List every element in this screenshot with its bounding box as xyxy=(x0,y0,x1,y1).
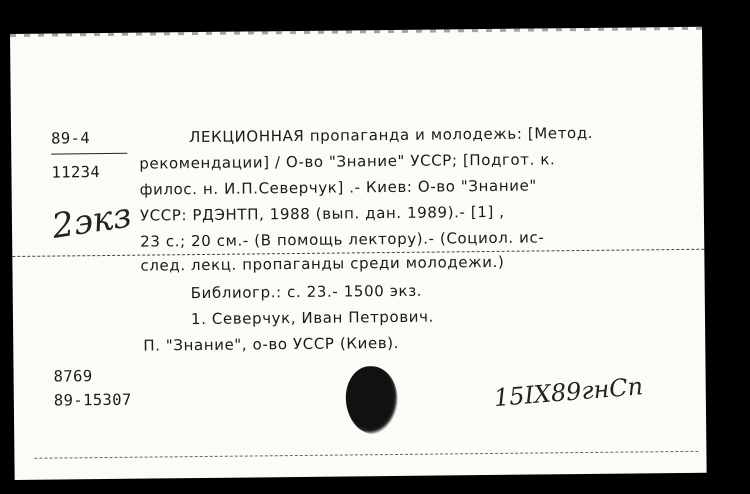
record-line-5: 23 с.; 20 см.- (В помощь лектору).- (Социол. ис- xyxy=(140,228,545,251)
handwritten-date-note: 15IX89гнСп xyxy=(492,372,645,413)
record-line-6: след. лекц. пропаганды среди молодежи.) xyxy=(140,252,505,275)
record-line-4: УССР: РДЭНТП, 1988 (вып. дан. 1989).- [1] , xyxy=(139,202,505,225)
card-top-edge xyxy=(10,27,702,37)
record-line-2: рекомендации] / О-во "Знание" УССР; [Подгот. к. xyxy=(139,150,556,173)
call-number-divider xyxy=(51,153,127,155)
record-line-1: ЛЕКЦИОННАЯ пропаганда и молодежь: [Метод. xyxy=(188,123,594,147)
handwritten-copies-note: 2экз xyxy=(49,195,135,247)
bibliography-line: Библиогр.: с. 23.- 1500 экз. xyxy=(190,281,423,303)
record-line-3: филос. н. И.П.Северчук] .- Киев: О-во "Знание" xyxy=(139,176,537,199)
entry-author-line: 1. Северчук, Иван Петрович. xyxy=(190,307,434,329)
entry-org-line: П. "Знание", о-во УССР (Киев). xyxy=(143,333,400,355)
ink-blot xyxy=(346,366,399,435)
bottom-dashed-line xyxy=(34,451,698,459)
code-1: 8769 xyxy=(53,367,93,386)
catalog-card xyxy=(10,27,707,480)
code-2: 89-15307 xyxy=(53,390,132,410)
call-number-top: 89-4 xyxy=(51,129,91,148)
call-number-bottom: 11234 xyxy=(51,163,101,182)
